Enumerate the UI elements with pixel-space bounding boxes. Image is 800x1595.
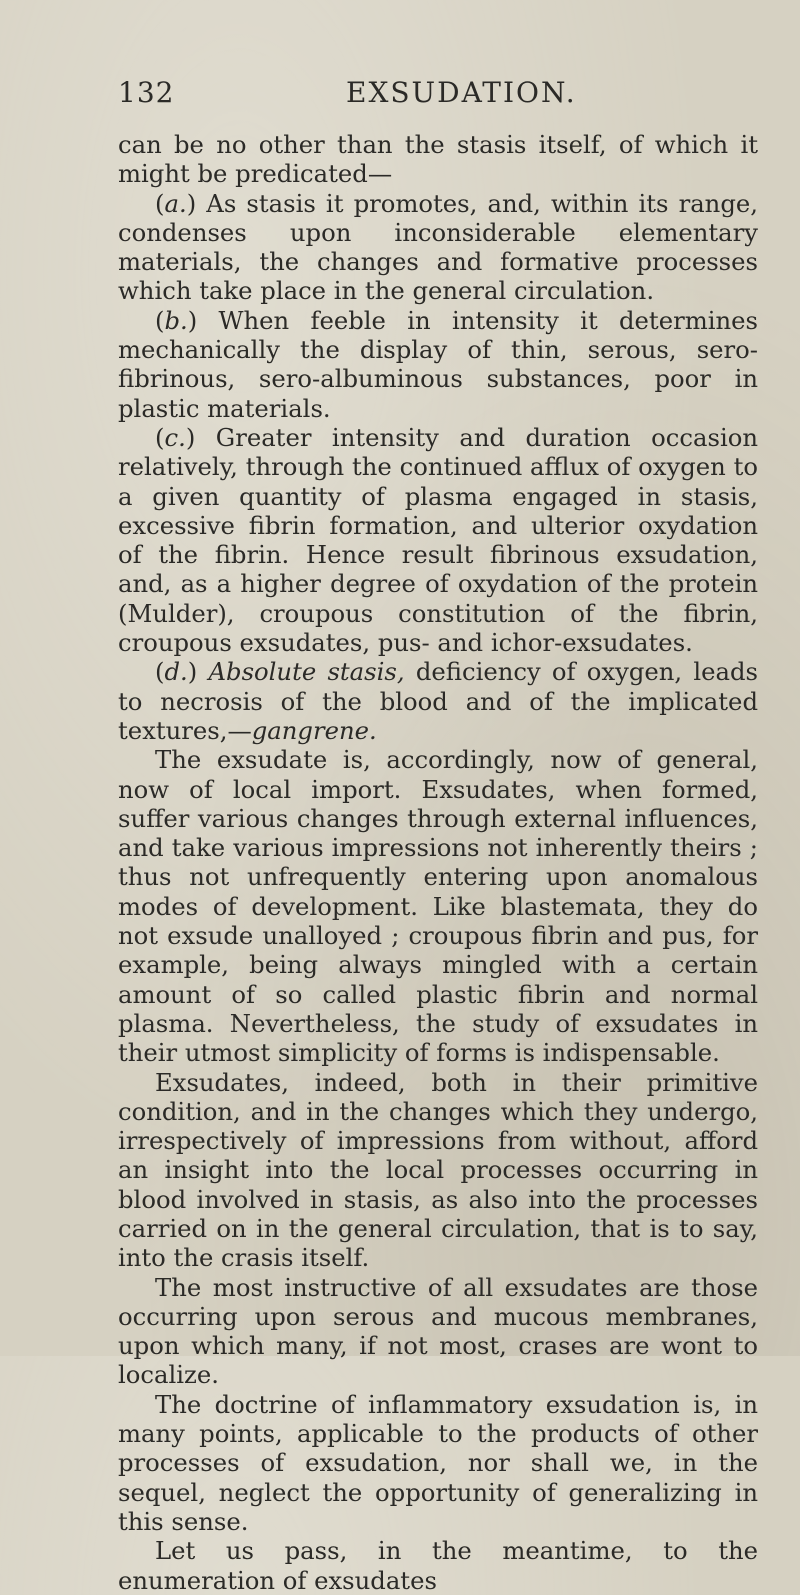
body-text (118, 130, 758, 1595)
running-head (118, 76, 758, 116)
paragraph: (b.) When feeble in intensity it determines mechanically the display of thin, serous, sero-fibrinous, sero-albuminous substances, poor in plastic materials. (118, 305, 758, 423)
paragraph: (c.) Greater intensity and duration occasion relatively, through the continued afflux of oxygen to a given quantity of plasma engaged in stasis, excessive fibrin formation, and ulterior oxydation of the fibrin. Hence result fibrinous exsudation, and, as a higher degree of oxydation of the protein (Mulder), croupous constitution of the fibrin, croupous exsudates, pus- and ichor-exsudates. (118, 422, 758, 658)
paragraph: (a.) As stasis it promotes, and, within its range, condenses upon inconsiderable elementary materials, the changes and formative processes which take place in the general circulation. (118, 188, 758, 306)
page-number: 132 (118, 76, 175, 109)
paragraph: Exsudates, indeed, both in their primitive condition, and in the changes which they undergo, irrespectively of impressions from without, afford an insight into the local processes occurring in blood involved in stasis, as also into the processes carried on in the general circulation, that is to say, into the crasis itself. (118, 1067, 758, 1273)
paragraph: can be no other than the stasis itself, of which it might be predicated— (118, 130, 758, 189)
paragraph: The exsudate is, accordingly, now of general, now of local import. Exsudates, when formed, suffer various changes through external influences, and take various impressions not inherently theirs ; thus not unfrequently entering upon anomalous modes of development. Like blastemata, they do not exsude unalloyed ; croupous fibrin and pus, for example, being always mingled with a certain amount of so called plastic fibrin and normal plasma. Nevertheless, the study of exsudates in their utmost simplicity of forms is indispensable. (118, 745, 758, 1068)
paragraph: Let us pass, in the meantime, to the enumeration of exsudates (118, 1536, 758, 1595)
paragraph: The doctrine of inflammatory exsudation is, in many points, applicable to the products of other processes of exsudation, nor shall we, in the sequel, neglect the opportunity of generalizing in this sense. (118, 1389, 758, 1536)
paragraph: The most instructive of all exsudates are those occurring upon serous and mucous membranes, upon which many, if not most, crases are wont to localize. (118, 1272, 758, 1390)
paragraph: (d.) Absolute stasis, deficiency of oxygen, leads to necrosis of the blood and of the implicated textures,—gangrene. (118, 657, 758, 745)
running-title: EXSUDATION. (346, 76, 577, 109)
